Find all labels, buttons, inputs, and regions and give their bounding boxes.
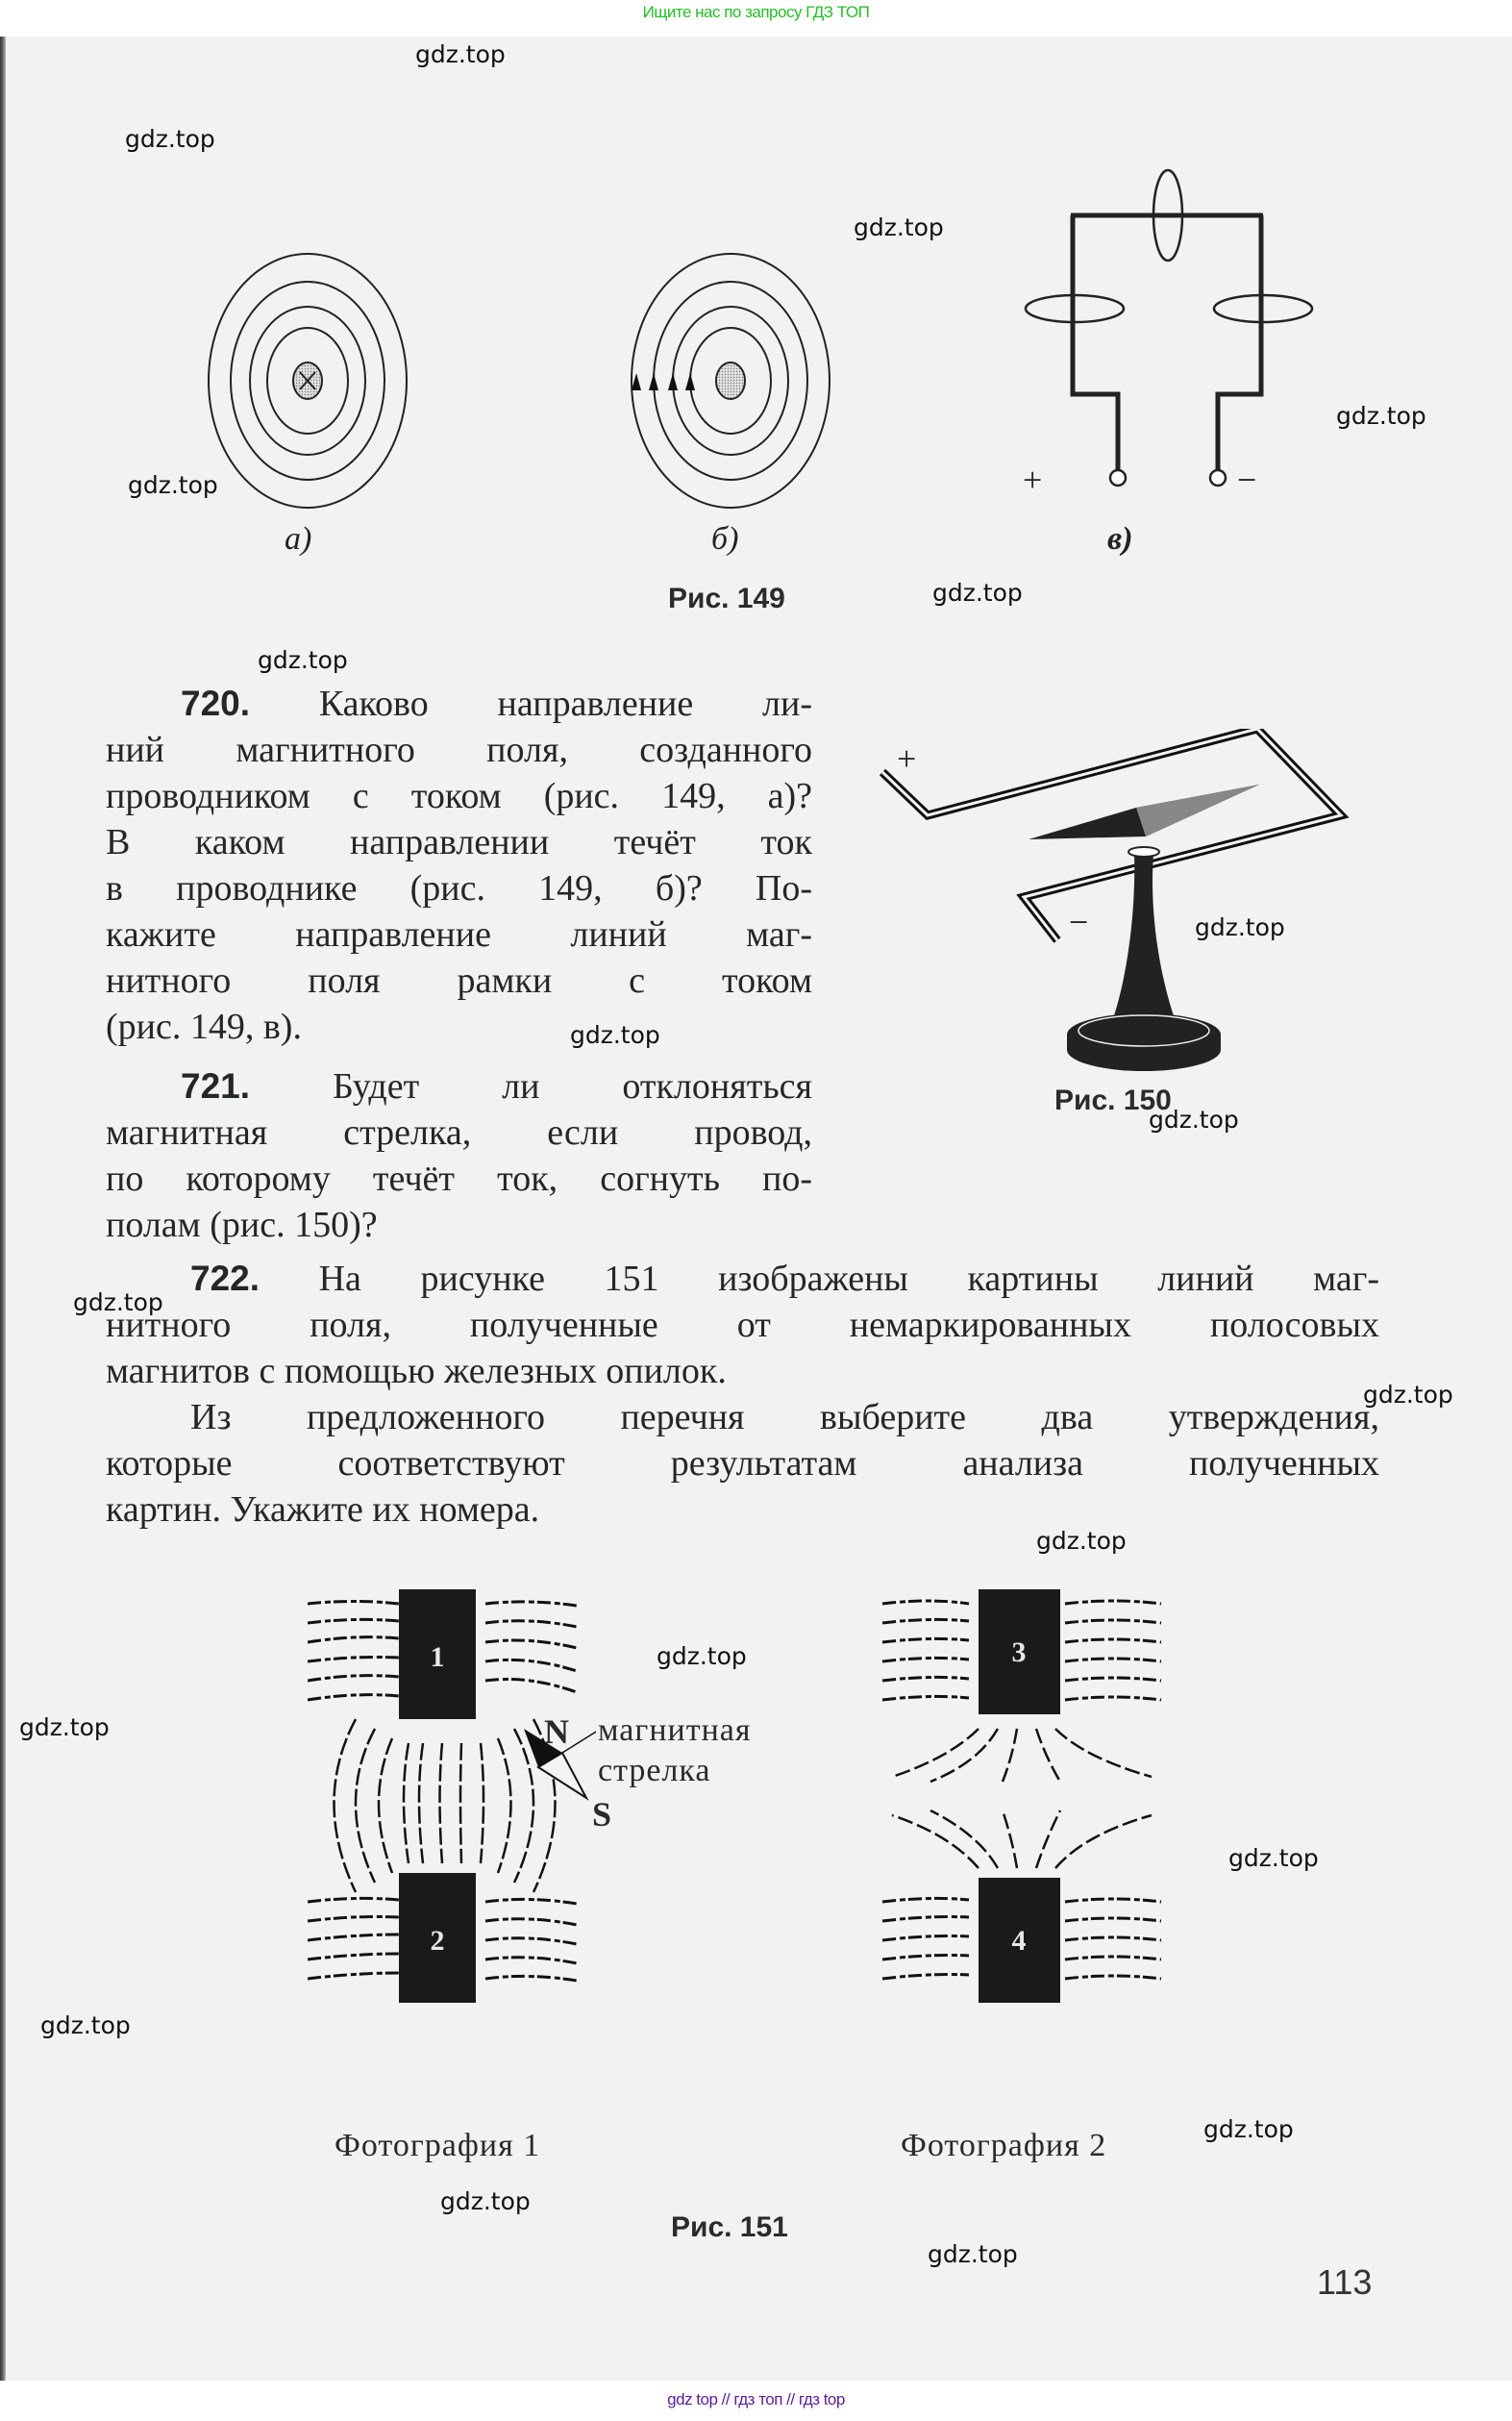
- photo-1-caption: Фотография 1: [335, 2128, 541, 2163]
- watermark: gdz.top: [1203, 2115, 1294, 2143]
- svg-text:1: 1: [430, 1641, 445, 1673]
- figure-150-needle-stand: [875, 729, 1375, 1085]
- figure-149c-label: в): [1107, 521, 1133, 557]
- watermark: gdz.top: [932, 579, 1023, 607]
- figure-149a-label: а): [285, 521, 312, 557]
- page-number: 113: [1317, 2262, 1373, 2302]
- problem-720: 720. Каково направление ли- ний магнитного поля, созданного проводником с током (рис. 149, а)? В каком направлении течёт ток в проводнике (рис. 149, б)? По- кажите направление линий маг- нитного поля рамки с током (рис. 149, в).: [106, 684, 812, 1047]
- figure-151-photo-2: [873, 1585, 1180, 2008]
- figure-150-terminal-plus: +: [897, 739, 917, 778]
- figure-149b-conductor-field: [620, 246, 841, 515]
- problem-number: 721.: [181, 1066, 251, 1106]
- watermark: gdz.top: [928, 2240, 1018, 2268]
- watermark: gdz.top: [415, 40, 506, 68]
- watermark: gdz.top: [128, 471, 218, 499]
- figure-151-photo-1: [308, 1585, 596, 2008]
- problem-721: 721. Будет ли отклоняться магнитная стрелка, если провод, по которому течёт ток, согнуть по- полам (рис. 150)?: [106, 1066, 812, 1245]
- terminal-plus: +: [1023, 461, 1043, 499]
- watermark: gdz.top: [1036, 1527, 1127, 1555]
- figure-149b-label: б): [711, 521, 739, 557]
- needle-label-line1: магнитная: [598, 1712, 752, 1748]
- watermark: gdz.top: [1195, 913, 1285, 941]
- svg-text:4: 4: [1011, 1925, 1027, 1957]
- problem-722: 722. На рисунке 151 изображены картины линий маг- нитного поля, полученные от немаркированных полосовых магнитов с помощью железных опилок. Из предложенного перечня выберите два утверждения, которые соответствуют результатам анализа полученных картин. Укажите их номера.: [106, 1259, 1379, 1530]
- svg-text:3: 3: [1011, 1636, 1027, 1668]
- watermark: gdz.top: [657, 1642, 747, 1670]
- arrow-up-icon: [685, 373, 695, 390]
- watermark: gdz.top: [854, 213, 944, 241]
- bottom-banner: gdz top // гдз топ // гдз top: [0, 2381, 1512, 2421]
- watermark: gdz.top: [40, 2011, 131, 2039]
- figure-150-terminal-minus: −: [1069, 903, 1089, 941]
- figure-149c-current-frame: [1009, 152, 1336, 537]
- watermark: gdz.top: [1336, 402, 1426, 430]
- watermark: gdz.top: [1228, 1844, 1319, 1872]
- needle-label-line2: стрелка: [598, 1753, 711, 1788]
- figure-150-caption: Рис. 150: [1054, 1085, 1172, 1116]
- svg-text:2: 2: [430, 1925, 445, 1957]
- pole-n-label: N: [544, 1712, 570, 1751]
- photo-2-caption: Фотография 2: [901, 2128, 1107, 2163]
- problem-number: 720.: [181, 684, 251, 723]
- pole-s-label: S: [592, 1795, 613, 1834]
- watermark: gdz.top: [440, 2187, 531, 2215]
- problem-number: 722.: [190, 1259, 260, 1298]
- arrow-up-icon: [668, 373, 678, 390]
- watermark: gdz.top: [258, 646, 348, 674]
- arrow-up-icon: [632, 373, 641, 390]
- watermark: gdz.top: [1363, 1381, 1453, 1409]
- top-banner: Ищите нас по запросу ГДЗ ТОП: [0, 0, 1512, 37]
- watermark: gdz.top: [125, 125, 215, 153]
- figure-151-caption: Рис. 151: [671, 2211, 788, 2243]
- arrow-up-icon: [649, 373, 658, 390]
- watermark: gdz.top: [570, 1021, 660, 1049]
- figure-149-caption: Рис. 149: [668, 583, 785, 614]
- watermark: gdz.top: [73, 1288, 163, 1316]
- watermark: gdz.top: [19, 1713, 110, 1741]
- watermark: gdz.top: [1149, 1106, 1239, 1134]
- textbook-page: [0, 37, 1512, 2381]
- figure-149a-conductor-field: [197, 246, 418, 515]
- terminal-minus: −: [1237, 461, 1257, 499]
